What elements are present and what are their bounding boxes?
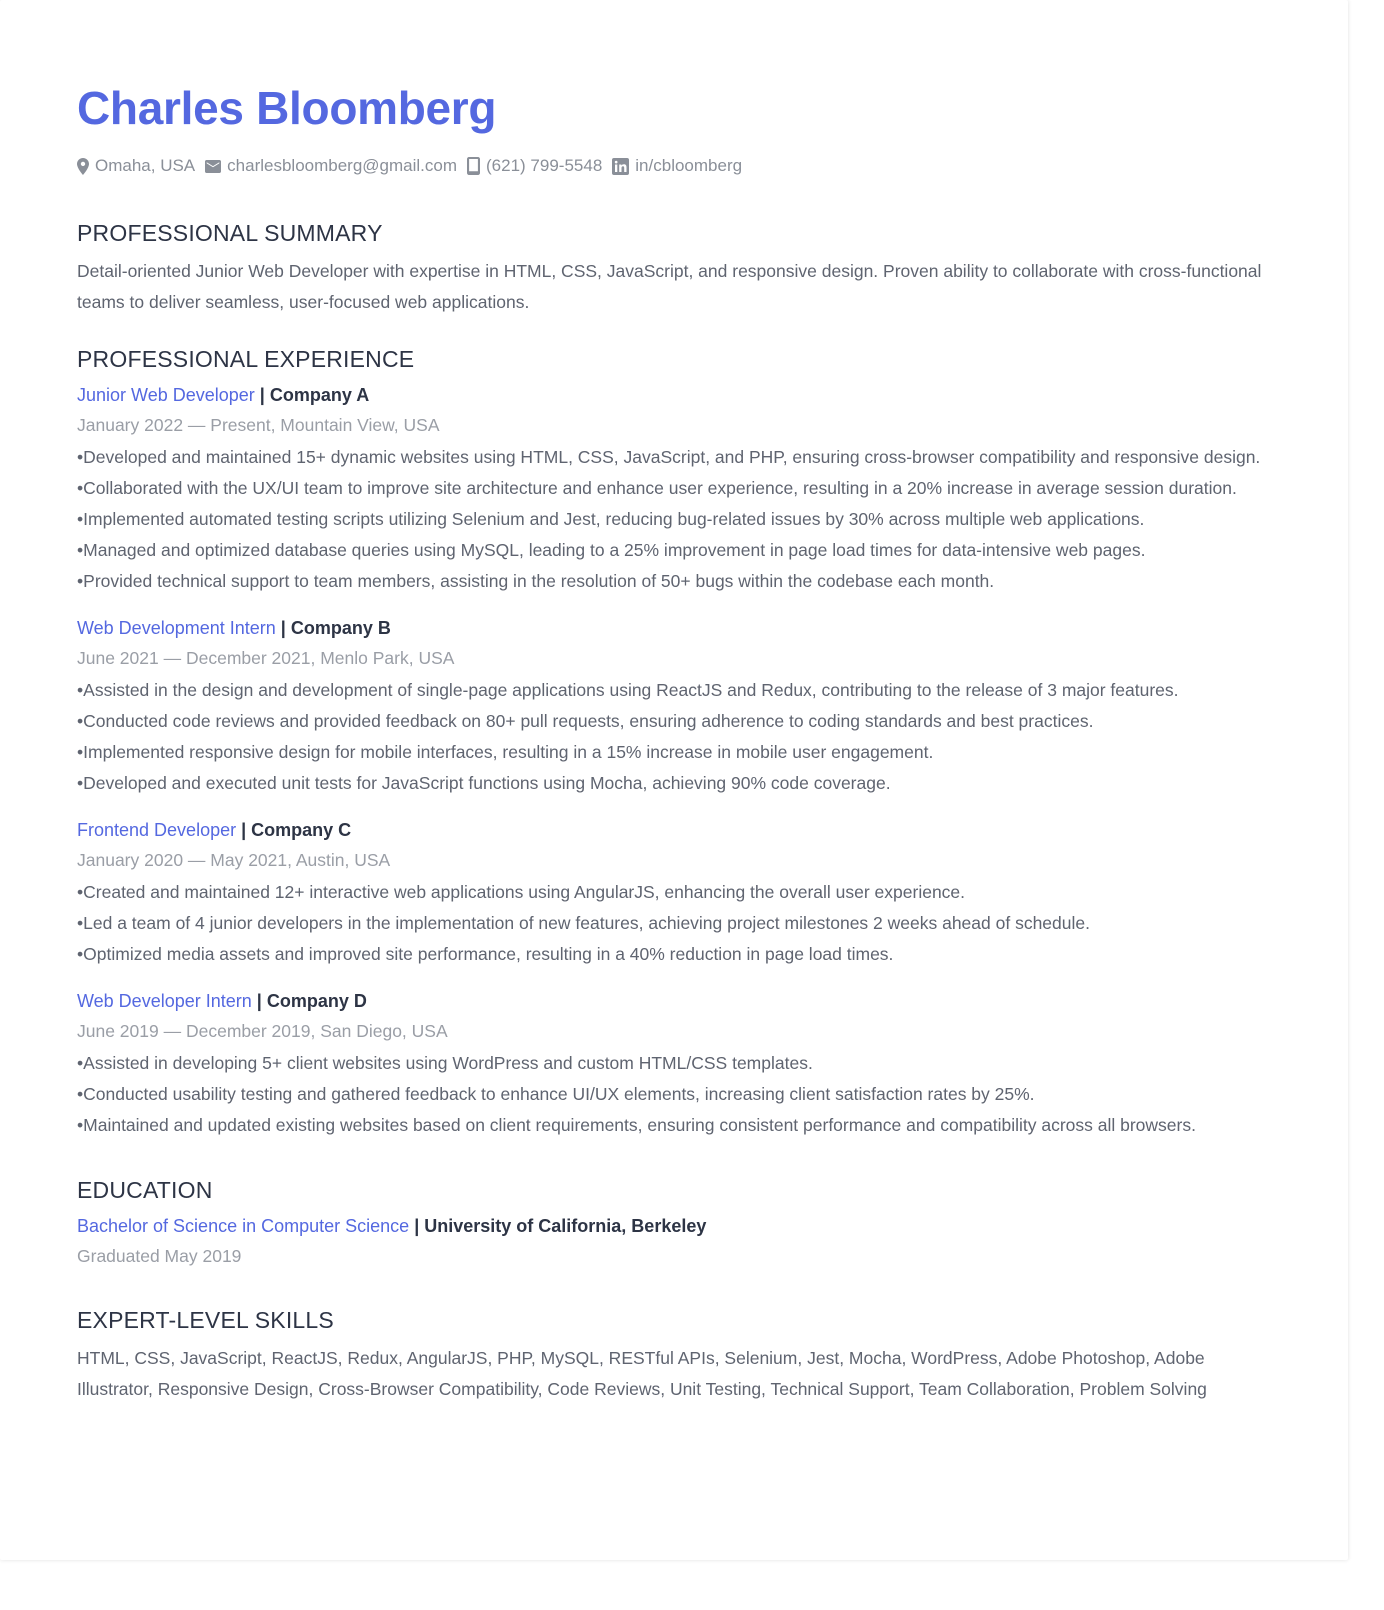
job-entry — [77, 815, 1277, 970]
job-bullets — [77, 675, 1277, 799]
job-role: Web Development Intern — [77, 618, 276, 638]
job-bullet: • Provided technical support to team members, assisting in the resolution of 50+ bugs within the codebase each month. — [77, 566, 1277, 597]
job-header — [77, 815, 1277, 845]
phone-icon — [467, 157, 480, 175]
linkedin-icon — [612, 158, 629, 175]
job-bullet: • Optimized media assets and improved site performance, resulting in a 40% reduction in page load times. — [77, 939, 1277, 970]
job-bullet: • Led a team of 4 junior developers in the implementation of new features, achieving project milestones 2 weeks ahead of schedule. — [77, 908, 1277, 939]
job-dates-location: January 2020 — May 2021, Austin, USA — [77, 850, 391, 870]
job-entry — [77, 380, 1277, 597]
contact-location — [77, 156, 195, 176]
candidate-name: Charles Bloomberg — [77, 82, 497, 134]
contact-email[interactable] — [205, 156, 457, 176]
job-separator: | — [256, 991, 262, 1011]
job-separator: | — [259, 385, 265, 405]
job-separator: | — [280, 618, 286, 638]
job-role: Junior Web Developer — [77, 385, 255, 405]
job-dates-location: January 2022 — Present, Mountain View, USA — [77, 415, 440, 435]
envelope-icon — [205, 160, 221, 173]
job-bullets — [77, 877, 1277, 970]
job-header — [77, 613, 1277, 643]
job-entry — [77, 613, 1277, 799]
degree-name: Bachelor of Science in Computer Science — [77, 1216, 410, 1236]
summary-heading: PROFESSIONAL SUMMARY — [77, 220, 383, 246]
location-text: Omaha, USA — [95, 156, 196, 175]
skills-text: HTML, CSS, JavaScript, ReactJS, Redux, AngularJS, PHP, MySQL, RESTful APIs, Selenium, Jest, Mocha, WordPress, Adobe Photoshop, Adobe Illustrator, Responsive Design, Cross-Browser Compatibility, Code Reviews, Unit Testing, Technical Support, Team Collaboration, Problem Solving — [77, 1348, 1207, 1399]
education-separator: | — [414, 1216, 420, 1236]
contact-bar — [77, 156, 1277, 176]
job-dates-location: June 2019 — December 2019, San Diego, USA — [77, 1021, 448, 1041]
job-bullet: • Conducted usability testing and gathered feedback to enhance UI/UX elements, increasing client satisfaction rates by 25%. — [77, 1079, 1277, 1110]
job-entry — [77, 986, 1277, 1141]
experience-heading: PROFESSIONAL EXPERIENCE — [77, 346, 415, 372]
contact-linkedin[interactable] — [612, 156, 742, 176]
job-bullet: • Assisted in developing 5+ client websites using WordPress and custom HTML/CSS templates. — [77, 1048, 1277, 1079]
graduation-date: Graduated May 2019 — [77, 1246, 242, 1266]
job-dates-location: June 2021 — December 2021, Menlo Park, USA — [77, 648, 455, 668]
job-bullet: • Collaborated with the UX/UI team to improve site architecture and enhance user experience, resulting in a 20% increase in average session duration. — [77, 473, 1277, 504]
education-heading: EDUCATION — [77, 1177, 213, 1203]
job-role: Web Developer Intern — [77, 991, 252, 1011]
summary-text: Detail-oriented Junior Web Developer with expertise in HTML, CSS, JavaScript, and responsive design. Proven ability to collaborate with cross-functional teams to deliver seamless, user-focused web applications. — [77, 261, 1262, 312]
job-company: Company B — [290, 618, 391, 638]
job-company: Company A — [269, 385, 370, 405]
job-bullet: • Implemented automated testing scripts utilizing Selenium and Jest, reducing bug-related issues by 30% across multiple web applications. — [77, 504, 1277, 535]
resume-content — [77, 78, 1277, 1405]
job-bullets — [77, 1048, 1277, 1141]
job-bullet: • Created and maintained 12+ interactive web applications using AngularJS, enhancing the overall user experience. — [77, 877, 1277, 908]
job-company: Company D — [266, 991, 367, 1011]
job-bullet: • Managed and optimized database queries using MySQL, leading to a 25% improvement in page load times for data-intensive web pages. — [77, 535, 1277, 566]
linkedin-text[interactable]: in/cbloomberg — [635, 156, 743, 175]
job-company: Company C — [251, 820, 352, 840]
job-bullet: • Assisted in the design and development of single-page applications using ReactJS and Redux, contributing to the release of 3 major features. — [77, 675, 1277, 706]
job-bullet: • Developed and maintained 15+ dynamic websites using HTML, CSS, JavaScript, and PHP, ensuring cross-browser compatibility and responsive design. — [77, 442, 1277, 473]
job-header — [77, 380, 1277, 410]
education-entry — [77, 1211, 1277, 1271]
job-header — [77, 986, 1277, 1016]
contact-phone[interactable] — [467, 156, 602, 176]
job-separator: | — [241, 820, 247, 840]
job-role: Frontend Developer — [77, 820, 237, 840]
education-header — [77, 1211, 1277, 1241]
email-text[interactable]: charlesbloomberg@gmail.com — [227, 156, 458, 175]
skills-heading: EXPERT-LEVEL SKILLS — [77, 1307, 334, 1333]
job-bullet: • Developed and executed unit tests for JavaScript functions using Mocha, achieving 90% code coverage. — [77, 768, 1277, 799]
job-bullet: • Maintained and updated existing websites based on client requirements, ensuring consistent performance and compatibility across all browsers. — [77, 1110, 1277, 1141]
job-bullets — [77, 442, 1277, 597]
school-name: University of California, Berkeley — [424, 1216, 707, 1236]
phone-text[interactable]: (621) 799-5548 — [486, 156, 603, 175]
location-pin-icon — [77, 158, 89, 175]
job-bullet: • Conducted code reviews and provided feedback on 80+ pull requests, ensuring adherence to coding standards and best practices. — [77, 706, 1277, 737]
job-bullet: • Implemented responsive design for mobile interfaces, resulting in a 15% increase in mobile user engagement. — [77, 737, 1277, 768]
